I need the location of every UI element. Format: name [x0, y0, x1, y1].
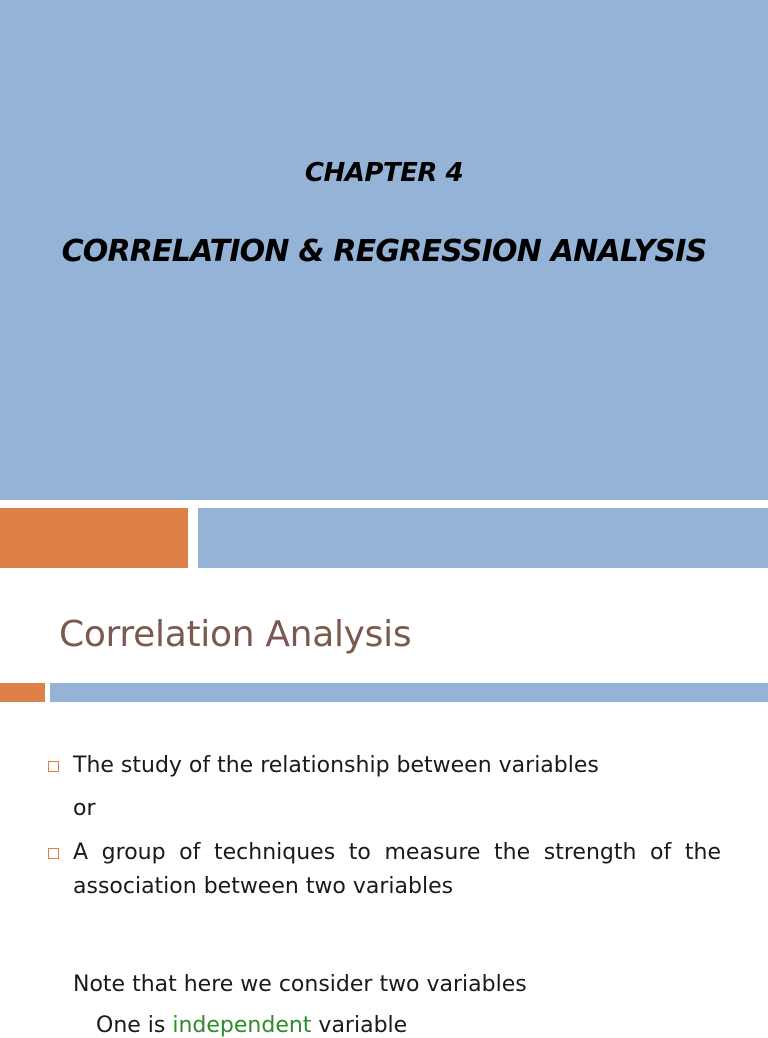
highlighted-term: independent — [172, 1013, 312, 1038]
chapter-label: CHAPTER 4 — [304, 158, 464, 188]
connector-text: or — [73, 796, 96, 821]
partial-line-prefix: One is — [96, 1013, 173, 1038]
orange-accent-bar — [0, 508, 188, 568]
blue-accent-bar — [198, 508, 768, 568]
note-text: Note that here we consider two variables — [73, 972, 527, 997]
bullet-item-1: The study of the relationship between variables — [73, 753, 599, 778]
bullet-item-2: A group of techniques to measure the strength of the association between two variables — [73, 840, 721, 899]
partial-line-suffix: variable — [311, 1013, 408, 1038]
bullet-square-icon — [48, 848, 59, 859]
heading-blue-rule — [50, 683, 768, 702]
section-heading: Correlation Analysis — [59, 614, 412, 655]
bullet-square-icon — [48, 761, 59, 772]
partial-sub-bullet — [96, 1013, 407, 1038]
slide-title: CORRELATION & REGRESSION ANALYSIS — [61, 234, 707, 269]
heading-orange-rule — [0, 683, 45, 702]
title-slide — [0, 0, 768, 500]
